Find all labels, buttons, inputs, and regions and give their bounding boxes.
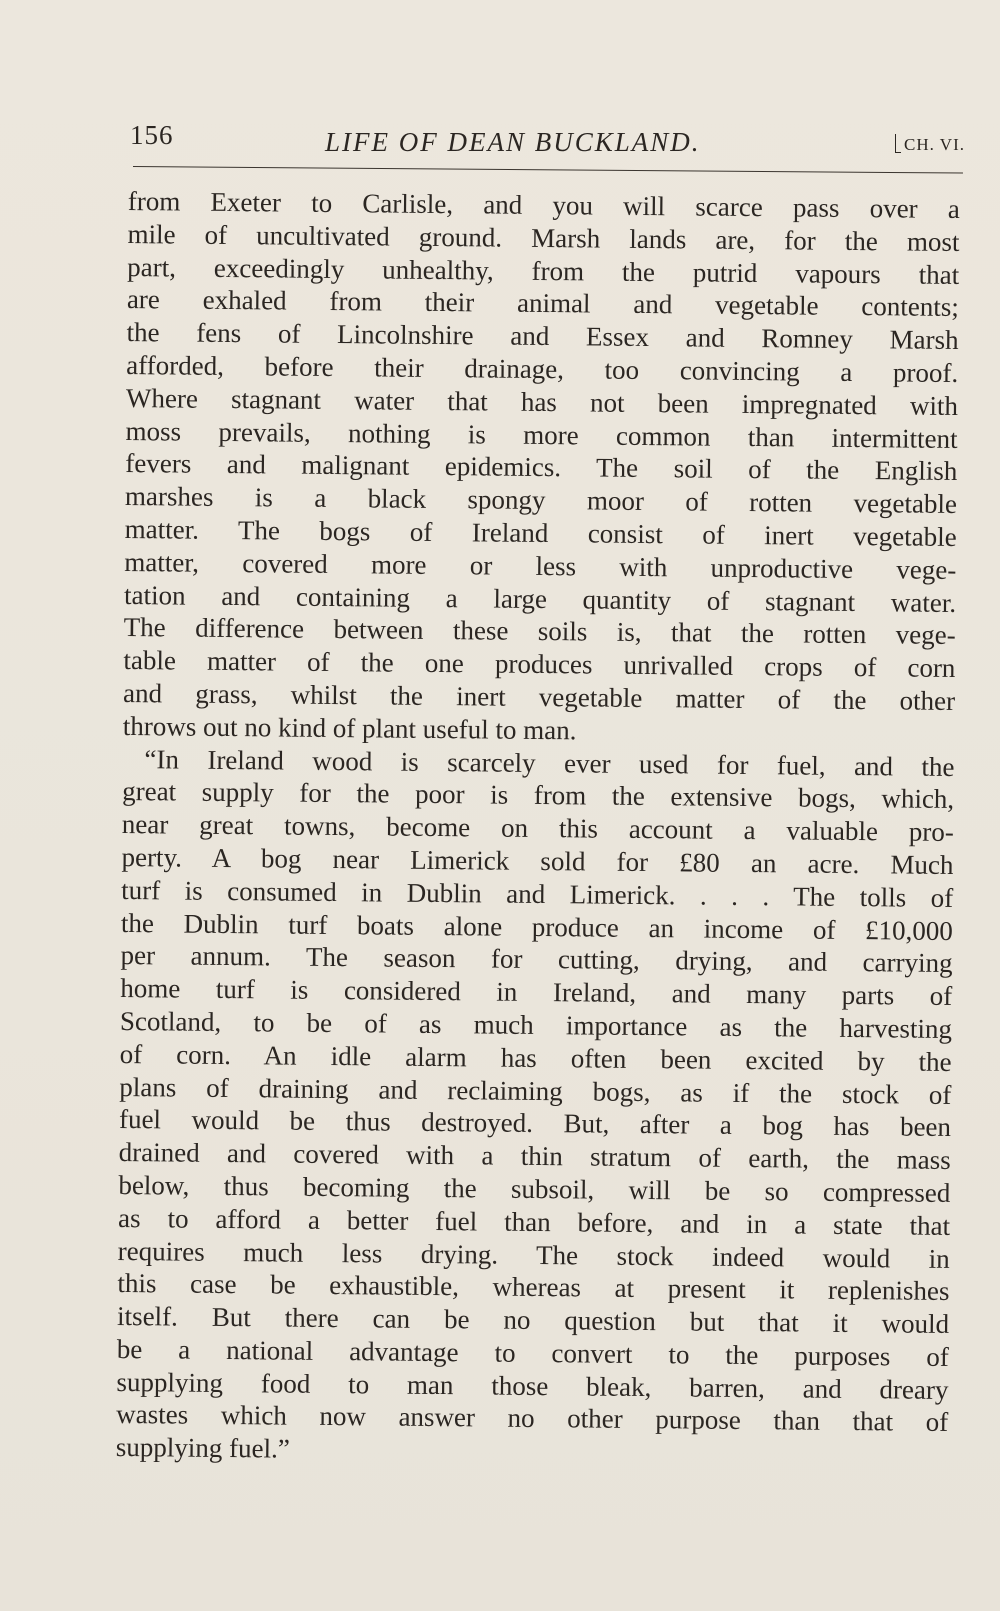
chapter-label: CH. VI. bbox=[904, 135, 965, 154]
text-line: the Dublin turf boats alone produce an income of £10,000 bbox=[120, 907, 954, 946]
text-line: matter. The bogs of Ireland consist of inert vegetable bbox=[124, 513, 957, 552]
body-text bbox=[116, 185, 960, 1472]
text-line: wastes which now answer no other purpose than that of bbox=[116, 1399, 949, 1438]
text-line: the fens of Lincolnshire and Essex and Romney Marsh bbox=[126, 317, 959, 356]
text-line: drained and covered with a thin stratum of earth, the mass bbox=[118, 1137, 951, 1176]
text-line: of corn. An idle alarm has often been excited by the bbox=[119, 1038, 952, 1077]
text-line: mile of uncultivated ground. Marsh lands are, for the most bbox=[127, 218, 960, 257]
text-line: and grass, whilst the inert vegetable matter of the other bbox=[122, 677, 956, 716]
text-line: Where stagnant water that has not been impregnated with bbox=[125, 382, 959, 421]
text-line: tation and containing a large quantity of stagnant water. bbox=[123, 579, 957, 618]
text-line: matter, covered more or less with unproductive vege- bbox=[124, 546, 957, 585]
text-line: part, exceedingly unhealthy, from the putrid vapours that bbox=[127, 251, 960, 290]
paragraph-end-line: supplying fuel.” bbox=[115, 1432, 291, 1464]
text-line: The difference between these soils is, that the rotten vege- bbox=[123, 612, 956, 651]
text-line: this case be exhaustible, whereas at present it replenishes bbox=[117, 1268, 950, 1307]
text-line: as to afford a better fuel than before, and in a state that bbox=[117, 1202, 951, 1241]
paragraph-end-line: throws out no kind of plant useful to man. bbox=[122, 710, 577, 746]
text-line: fuel would be thus destroyed. But, after a bog has been bbox=[118, 1104, 952, 1143]
text-line: be a national advantage to convert to the purposes of bbox=[116, 1333, 949, 1372]
text-line: requires much less drying. The stock indeed would in bbox=[117, 1235, 950, 1274]
text-line: plans of draining and reclaiming bogs, as if the stock of bbox=[119, 1071, 952, 1110]
text-line: table matter of the one produces unrivalled crops of corn bbox=[123, 645, 956, 684]
text-line: great supply for the poor is from the extensive bogs, which, bbox=[122, 776, 955, 815]
chapter-reference bbox=[895, 134, 965, 155]
text-line: are exhaled from their animal and vegetable contents; bbox=[126, 284, 960, 323]
text-line: supplying food to man those bleak, barren, and dreary bbox=[116, 1366, 949, 1405]
running-title: LIFE OF DEAN BUCKLAND. bbox=[325, 127, 701, 157]
text-line: moss prevails, nothing is more common than intermittent bbox=[125, 415, 958, 454]
text-line: marshes is a black spongy moor of rotten vegetable bbox=[124, 481, 958, 520]
text-line: afforded, before their drainage, too convincing a proof. bbox=[126, 349, 959, 388]
text-line: per annum. The season for cutting, drying, and carrying bbox=[120, 940, 953, 979]
text-line: fevers and malignant epidemics. The soil of the English bbox=[125, 448, 958, 487]
text-line: below, thus becoming the subsoil, will be so compressed bbox=[118, 1169, 951, 1208]
header-rule bbox=[133, 166, 963, 174]
text-line: Scotland, to be of as much importance as the harvesting bbox=[119, 1005, 953, 1044]
text-line: turf is consumed in Dublin and Limerick. . . . The tolls of bbox=[121, 874, 954, 913]
page-number: 156 bbox=[130, 120, 174, 150]
text-line: home turf is considered in Ireland, and many parts of bbox=[120, 973, 953, 1012]
quote-start-line: “In Ireland wood is scarcely ever used for fuel, and the bbox=[144, 743, 955, 782]
text-line: perty. A bog near Limerick sold for £80 an acre. Much bbox=[121, 841, 954, 880]
text-line: itself. But there can be no question but that it would bbox=[116, 1301, 950, 1340]
running-head bbox=[130, 120, 965, 160]
text-line: near great towns, become on this account a valuable pro- bbox=[121, 809, 954, 848]
bracket-mark bbox=[895, 134, 901, 153]
text-line: from Exeter to Carlisle, and you will scarce pass over a bbox=[127, 185, 960, 224]
